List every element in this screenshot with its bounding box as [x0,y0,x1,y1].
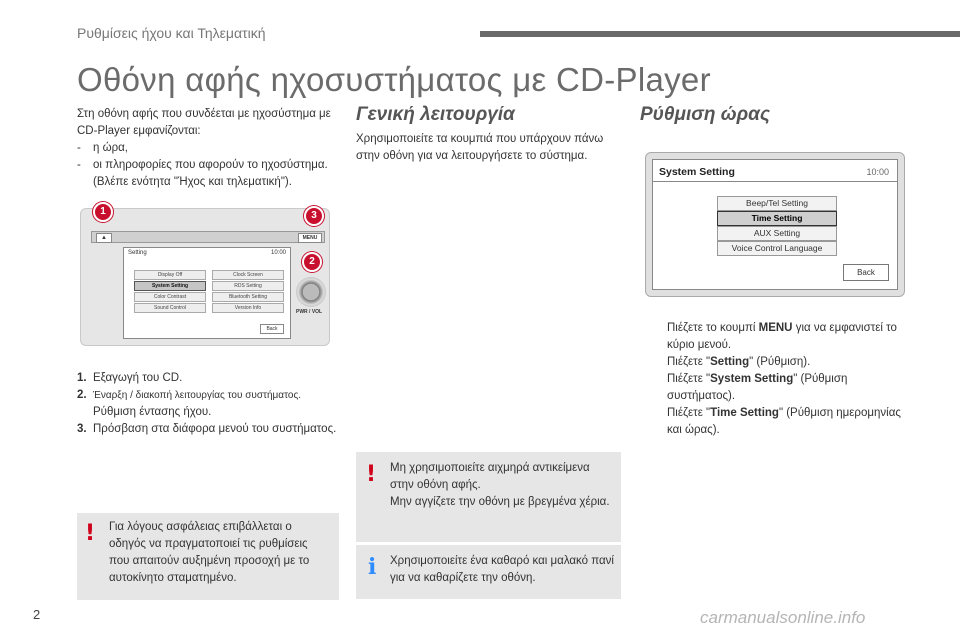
option-aux[interactable]: AUX Setting [717,226,837,241]
legend-number: 2. [77,389,87,401]
screen-button[interactable]: Sound Control [134,303,206,313]
volume-knob[interactable] [296,277,326,307]
screen-button[interactable]: Version Info [212,303,284,313]
screen-title: Setting [128,250,147,256]
screen-time: 10:00 [270,250,286,256]
intro-text: Στη οθόνη αφής που συνδέεται με ηχοσύστημα με CD-Player εμφανίζονται: [77,108,331,137]
header-bar [480,31,960,37]
eject-button[interactable]: ▲ [96,233,112,243]
screen-warning-box [356,452,621,542]
cleaning-info-box [356,545,621,599]
safety-warning-text: Για λόγους ασφάλειας επιβάλλεται ο οδηγός να πραγματοποιεί τις ρυθμίσεις που απαιτούν αυξημένη προσοχή με το αυτοκίνητο σταματημένο. [109,521,310,584]
legend-item [77,387,347,421]
step-item [645,371,907,405]
step-text: Πιέζετε " [667,373,711,385]
step-text: για να εμφανιστεί το κύριο μενού. [667,322,897,351]
callout-3: 3 [304,206,324,226]
bullet-icon [645,371,667,405]
legend-text-2: Ρύθμιση έντασης ήχου. [93,406,212,418]
step-text: " (Ρύθμιση συστήματος). [667,373,848,402]
menu-button[interactable]: MENU [298,233,322,243]
intro-list [77,140,347,174]
screen-warning-line: Μη χρησιμοποιείτε αιχμηρά αντικείμενα στην οθόνη αφής. [390,462,590,491]
info-icon: i [368,554,377,580]
step-text: " (Ρύθμιση ημερομηνίας και ώρας). [667,407,901,436]
intro-note: (Βλέπε ενότητα "Ήχος και τηλεματική"). [93,176,292,188]
device-illustration [80,208,330,346]
page-title: Οθόνη αφής ηχοσυστήματος με CD-Player [77,61,711,98]
step-item [645,320,907,354]
system-setting-time: 10:00 [866,167,889,177]
device-screen [123,247,291,339]
warning-icon: ! [85,521,96,546]
option-time-setting[interactable]: Time Setting [717,211,837,226]
step-keyword: System Setting [710,373,794,385]
step-item [645,354,907,371]
cleaning-info-text: Χρησιμοποιείτε ένα καθαρό και μαλακό πανί για να καθαρίζετε την οθόνη. [390,555,614,584]
screen-warning-line: Μην αγγίζετε την οθόνη με βρεγμένα χέρια. [390,496,610,508]
legend-number: 3. [77,423,87,435]
step-text: Πιέζετε το κουμπί [667,322,759,334]
back-button[interactable]: Back [843,264,889,281]
callout-1: 1 [93,202,113,222]
general-text: Χρησιμοποιείτε τα κουμπιά που υπάρχουν πάνω στην οθόνη για να λειτουργήσετε το σύστημα. [356,133,604,162]
option-beep-tel[interactable]: Beep/Tel Setting [717,196,837,211]
callout-2: 2 [302,252,322,272]
system-setting-display [652,159,898,290]
time-setting-steps [645,320,907,439]
step-keyword: Time Setting [710,407,779,419]
legend-text: Εξαγωγή του CD. [93,372,183,384]
legend [77,370,347,438]
screen-button[interactable]: RDS Setting [212,281,284,291]
step-text: Πιέζετε " [667,407,711,419]
time-setting-heading: Ρύθμιση ώρας [640,104,770,125]
system-setting-screen [645,152,905,297]
intro-item: - οι πληροφορίες που αφορούν το ηχοσύστημα. [77,157,347,174]
legend-item [77,370,347,387]
intro-item: - η ώρα, [77,140,347,157]
legend-item [77,421,347,438]
screen-button[interactable]: Color Contrast [134,292,206,302]
screen-button-selected[interactable]: System Setting [134,281,206,291]
step-keyword: Setting [710,356,750,368]
legend-text: Πρόσβαση στα διάφορα μενού του συστήματος. [93,423,337,435]
step-keyword: MENU [758,322,793,334]
device-top-bar [91,231,325,243]
intro-block [77,106,347,191]
step-text: " (Ρύθμιση). [749,356,811,368]
step-item [645,405,907,439]
general-heading: Γενική λειτουργία [356,104,515,125]
screen-back-button[interactable]: Back [260,324,284,334]
warning-icon: ! [366,462,377,487]
bullet-icon [645,354,667,371]
pwr-vol-label: PWR / VOL [296,309,323,315]
legend-number: 1. [77,372,87,384]
safety-warning-box [77,513,339,600]
screen-warning-text [390,460,616,511]
option-voice-control[interactable]: Voice Control Language [717,241,837,256]
bullet-icon [645,405,667,439]
screen-button[interactable]: Display Off [134,270,206,280]
watermark: carmanualsonline.info [700,608,866,627]
step-text: Πιέζετε " [667,356,711,368]
system-setting-title: System Setting [659,166,735,178]
page-number: 2 [33,607,41,622]
screen-button[interactable]: Clock Screen [212,270,284,280]
divider [653,181,897,182]
bullet-icon [645,320,667,354]
legend-text: Έναρξη / διακοπή λειτουργίας του συστήματος. [93,390,302,401]
section-title: Ρυθμίσεις ήχου και Τηλεματική [77,25,266,41]
screen-button[interactable]: Bluetooth Setting [212,292,284,302]
